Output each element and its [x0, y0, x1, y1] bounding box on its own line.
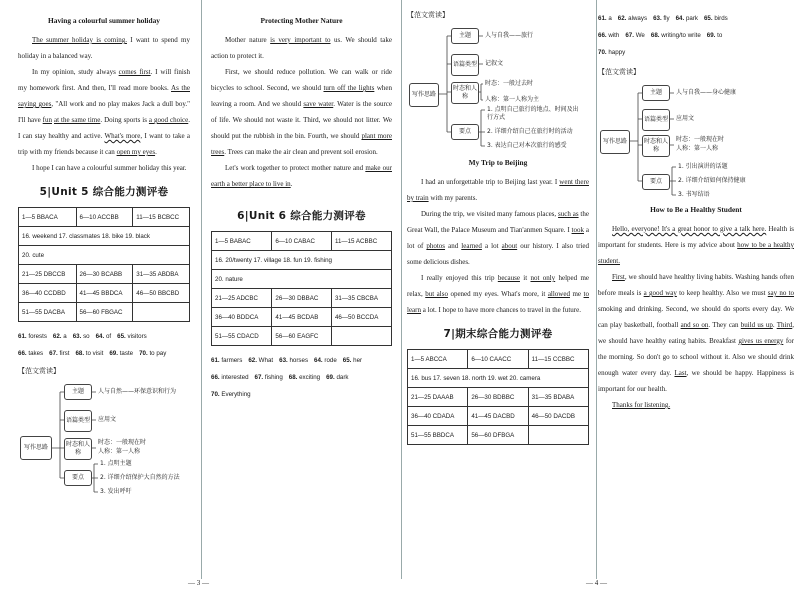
column-3	[403, 0, 595, 591]
mindmap-root: 写作思路	[20, 436, 52, 460]
column-1	[0, 0, 200, 591]
essay-title-healthy: How to Be a Healthy Student	[650, 205, 742, 214]
page-number-left: — 3 —	[188, 579, 209, 587]
mindmap-root: 写作思路	[600, 130, 630, 154]
final-exam-heading: 7|期末综合能力测评卷	[443, 328, 553, 340]
unit5-fill-answers	[18, 328, 190, 362]
essay-beijing-p1: I had an unforgettable trip to Beijing last year. I went there by train with my parents.	[407, 178, 589, 202]
mindmap-node-tense: 时态和人称	[64, 438, 92, 460]
essay-nature-p3: Let's work together to protect mother nature and make our earth a better place to live in.	[211, 164, 392, 188]
unit5-heading: 5|Unit 5 综合能力测评卷	[39, 186, 169, 198]
essay-summer-p3: I hope I can have a colourful summer holiday this year.	[32, 164, 187, 172]
column-divider	[201, 0, 202, 579]
column-divider	[596, 0, 597, 579]
essay-title-nature: Protecting Mother Nature	[260, 16, 343, 25]
essay-healthy-p2: First, we should have healthy living habits. Washing hands often before meals is a good way to keep healthy. Also we must say no to smoking and drinking. Second, we should do sports every day. We can play basketball, football and so on. They can build us up. Third, we should have healthy eating habits. Breakfast gives us energy for the morning. So don't go to school without it. Also we should drink enough water every day. Last, we should be happy. Happiness is important for our health.	[598, 273, 795, 393]
list-item: 61. forests 62. a 63. so 64. of 65. visitors	[18, 333, 147, 340]
unit6-fill-answers	[211, 352, 392, 403]
essay-title-beijing: My Trip to Beijing	[468, 158, 528, 167]
mindmap-node-theme: 主题	[451, 28, 479, 44]
final-answer-table	[407, 349, 589, 445]
mindmap-node-tense: 时态和人称	[642, 135, 670, 157]
page-number-right: — 4 —	[586, 579, 607, 587]
writing-mindmap: 写作思路 主题 人与自然——环保意识和行为 语篇类型 应用文 时态和人称 时态：一般现在时 人称：第一人称 要点 1. 点明主题 2. 详细介绍保护大自然的方法 3. 发出呼吁	[18, 378, 190, 494]
table-row: 16. 20/twenty 17. village 18. fun 19. fishing	[212, 251, 392, 270]
mindmap-node-theme: 主题	[642, 85, 670, 101]
essay-healthy-p1: Hello, everyone! It's a great honor to give a talk here. Health is important for students. Here is my advice about how to be a healthy student.	[598, 225, 794, 265]
table-row: 21—25 DBCCB 26—30 BCABB 31—35 ABDBA	[19, 265, 190, 284]
essay-summer-p1: The summer holiday is coming. I want to spend my holiday in a balanced way.	[18, 36, 190, 60]
mindmap-node-points: 要点	[642, 174, 670, 190]
table-row: 21—25 ADCBC 26—30 DBBAC 31—35 CBCBA	[212, 289, 392, 308]
writing-mindmap: 写作思路 主题 人与自我——旅行 语篇类型 记叙文 时态和人称 时态：一般过去时 人称：第一人称为主 要点 1. 点明自己旅行的地点、时间及出行方式 2. 详细介绍自己在旅行时的活动 3. 表达自己对本次旅行的感受	[407, 22, 589, 152]
writing-mindmap: 写作思路 主题 人与自我——身心健康 语篇类型 应用文 时态和人称 时态：一般现在时 人称：第一人称 要点 1. 引出演讲的话题 2. 详细介绍如何保持健康 3. 书写结语	[598, 79, 794, 199]
list-item: 66. interested 67. fishing 68. exciting 69. dark	[211, 374, 349, 381]
table-row: 36—40 CCDBD 41—45 BBDCA 46—50 BBCBD	[19, 284, 190, 303]
list-item: 66. takes 67. first 68. to visit 69. taste 70. to pay	[18, 350, 167, 357]
essay-healthy-p3: Thanks for listening.	[612, 401, 671, 409]
mindmap-node-theme: 主题	[64, 384, 92, 400]
table-row: 51—55 BBDCA 56—60 DFBGA	[408, 426, 589, 445]
column-2	[203, 0, 400, 591]
table-row: 36—40 BDDCA 41—45 BCDAB 46—50 BCCDA	[212, 308, 392, 327]
table-row: 51—55 CDACD 56—60 EAGFC	[212, 327, 392, 346]
mindmap-node-type: 语篇类型	[642, 109, 670, 131]
model-essay-title: 【范文赏读】	[598, 68, 640, 76]
table-row: 1—5 BBACA 6—10 ACCBB 11—15 BCBCC	[19, 208, 190, 227]
list-item: 61. farmers 62. What 63. horses 64. rode 65. her	[211, 357, 363, 364]
unit6-answer-table	[211, 231, 392, 346]
mindmap-node-type: 语篇类型	[64, 410, 92, 432]
list-item: 70. happy	[598, 49, 626, 56]
mindmap-node-points: 要点	[451, 124, 479, 140]
column-4	[598, 0, 800, 591]
mindmap-node-type: 语篇类型	[451, 54, 479, 76]
table-row: 1—5 ABCCA 6—10 CAACC 11—15 CCBBC	[408, 350, 589, 369]
mindmap-node-points: 要点	[64, 470, 92, 486]
table-row: 16. bus 17. seven 18. north 19. wet 20. camera	[408, 369, 589, 388]
unit6-heading: 6|Unit 6 综合能力测评卷	[237, 210, 366, 222]
final-fill-answers	[598, 10, 794, 61]
essay-beijing-p2: During the trip, we visited many famous places, such as the Great Wall, the Palace Museum and Tian'anmen Square. I took a lot of photos and learned a lot about our history. I also tried some delicious dishes.	[407, 210, 589, 266]
mindmap-root: 写作思路	[409, 83, 439, 107]
mindmap-node-tense: 时态和人称	[451, 82, 479, 104]
essay-title-summer: Having a colourful summer holiday	[48, 16, 160, 25]
list-item: 66. with 67. We 68. writing/to write 69. to	[598, 32, 723, 39]
essay-nature-p1: Mother nature is very important to us. We should take action to protect it.	[211, 36, 392, 60]
table-row: 20. cute	[19, 246, 190, 265]
unit5-answer-table	[18, 207, 190, 322]
essay-nature-p2: First, we should reduce pollution. We can walk or ride bicycles to school. Second, we should turn off the lights when leaving a room. And we should save water. Water is the source of life. We should not waste it. Third, we should not litter. We should put the rubbish in the bin. Fourth, we should plant more trees. Trees can make the air clean and prevent soil erosion.	[211, 68, 393, 156]
model-essay-title: 【范文赏读】	[407, 11, 449, 19]
table-row: 21—25 DAAAB 26—30 BDBBC 31—35 BDABA	[408, 388, 589, 407]
model-essay-title: 【范文赏读】	[18, 367, 60, 375]
table-row: 1—5 BABAC 6—10 CABAC 11—15 ACBBC	[212, 232, 392, 251]
essay-summer-p2: In my opinion, study always comes first. I will finish my homework first. And then, I'll read more books. As the saying goes, "All work and no play makes Jack a dull boy." I'll have fun at the same time. Doing sports is a good choice. I can stay healthy and active. What's more, I want to take a trip with my friends because it can open my eyes.	[18, 68, 191, 156]
list-item: 61. a 62. always 63. fly 64. park 65. birds	[598, 15, 728, 22]
table-row: 16. weekend 17. classmates 18. bike 19. black	[19, 227, 190, 246]
table-row: 36—40 CDADA 41—45 DACBD 46—50 DACDB	[408, 407, 589, 426]
table-row: 51—55 DACBA 56—60 FBGAC	[19, 303, 190, 322]
list-item: 70. Everything	[211, 391, 251, 398]
essay-beijing-p3: I really enjoyed this trip because it not only helped me relax, but also opened my eyes. What's more, it allowed me to learn a lot. I hope to have more chances to travel in the future.	[407, 274, 590, 314]
column-divider	[401, 0, 402, 579]
table-row: 20. nature	[212, 270, 392, 289]
